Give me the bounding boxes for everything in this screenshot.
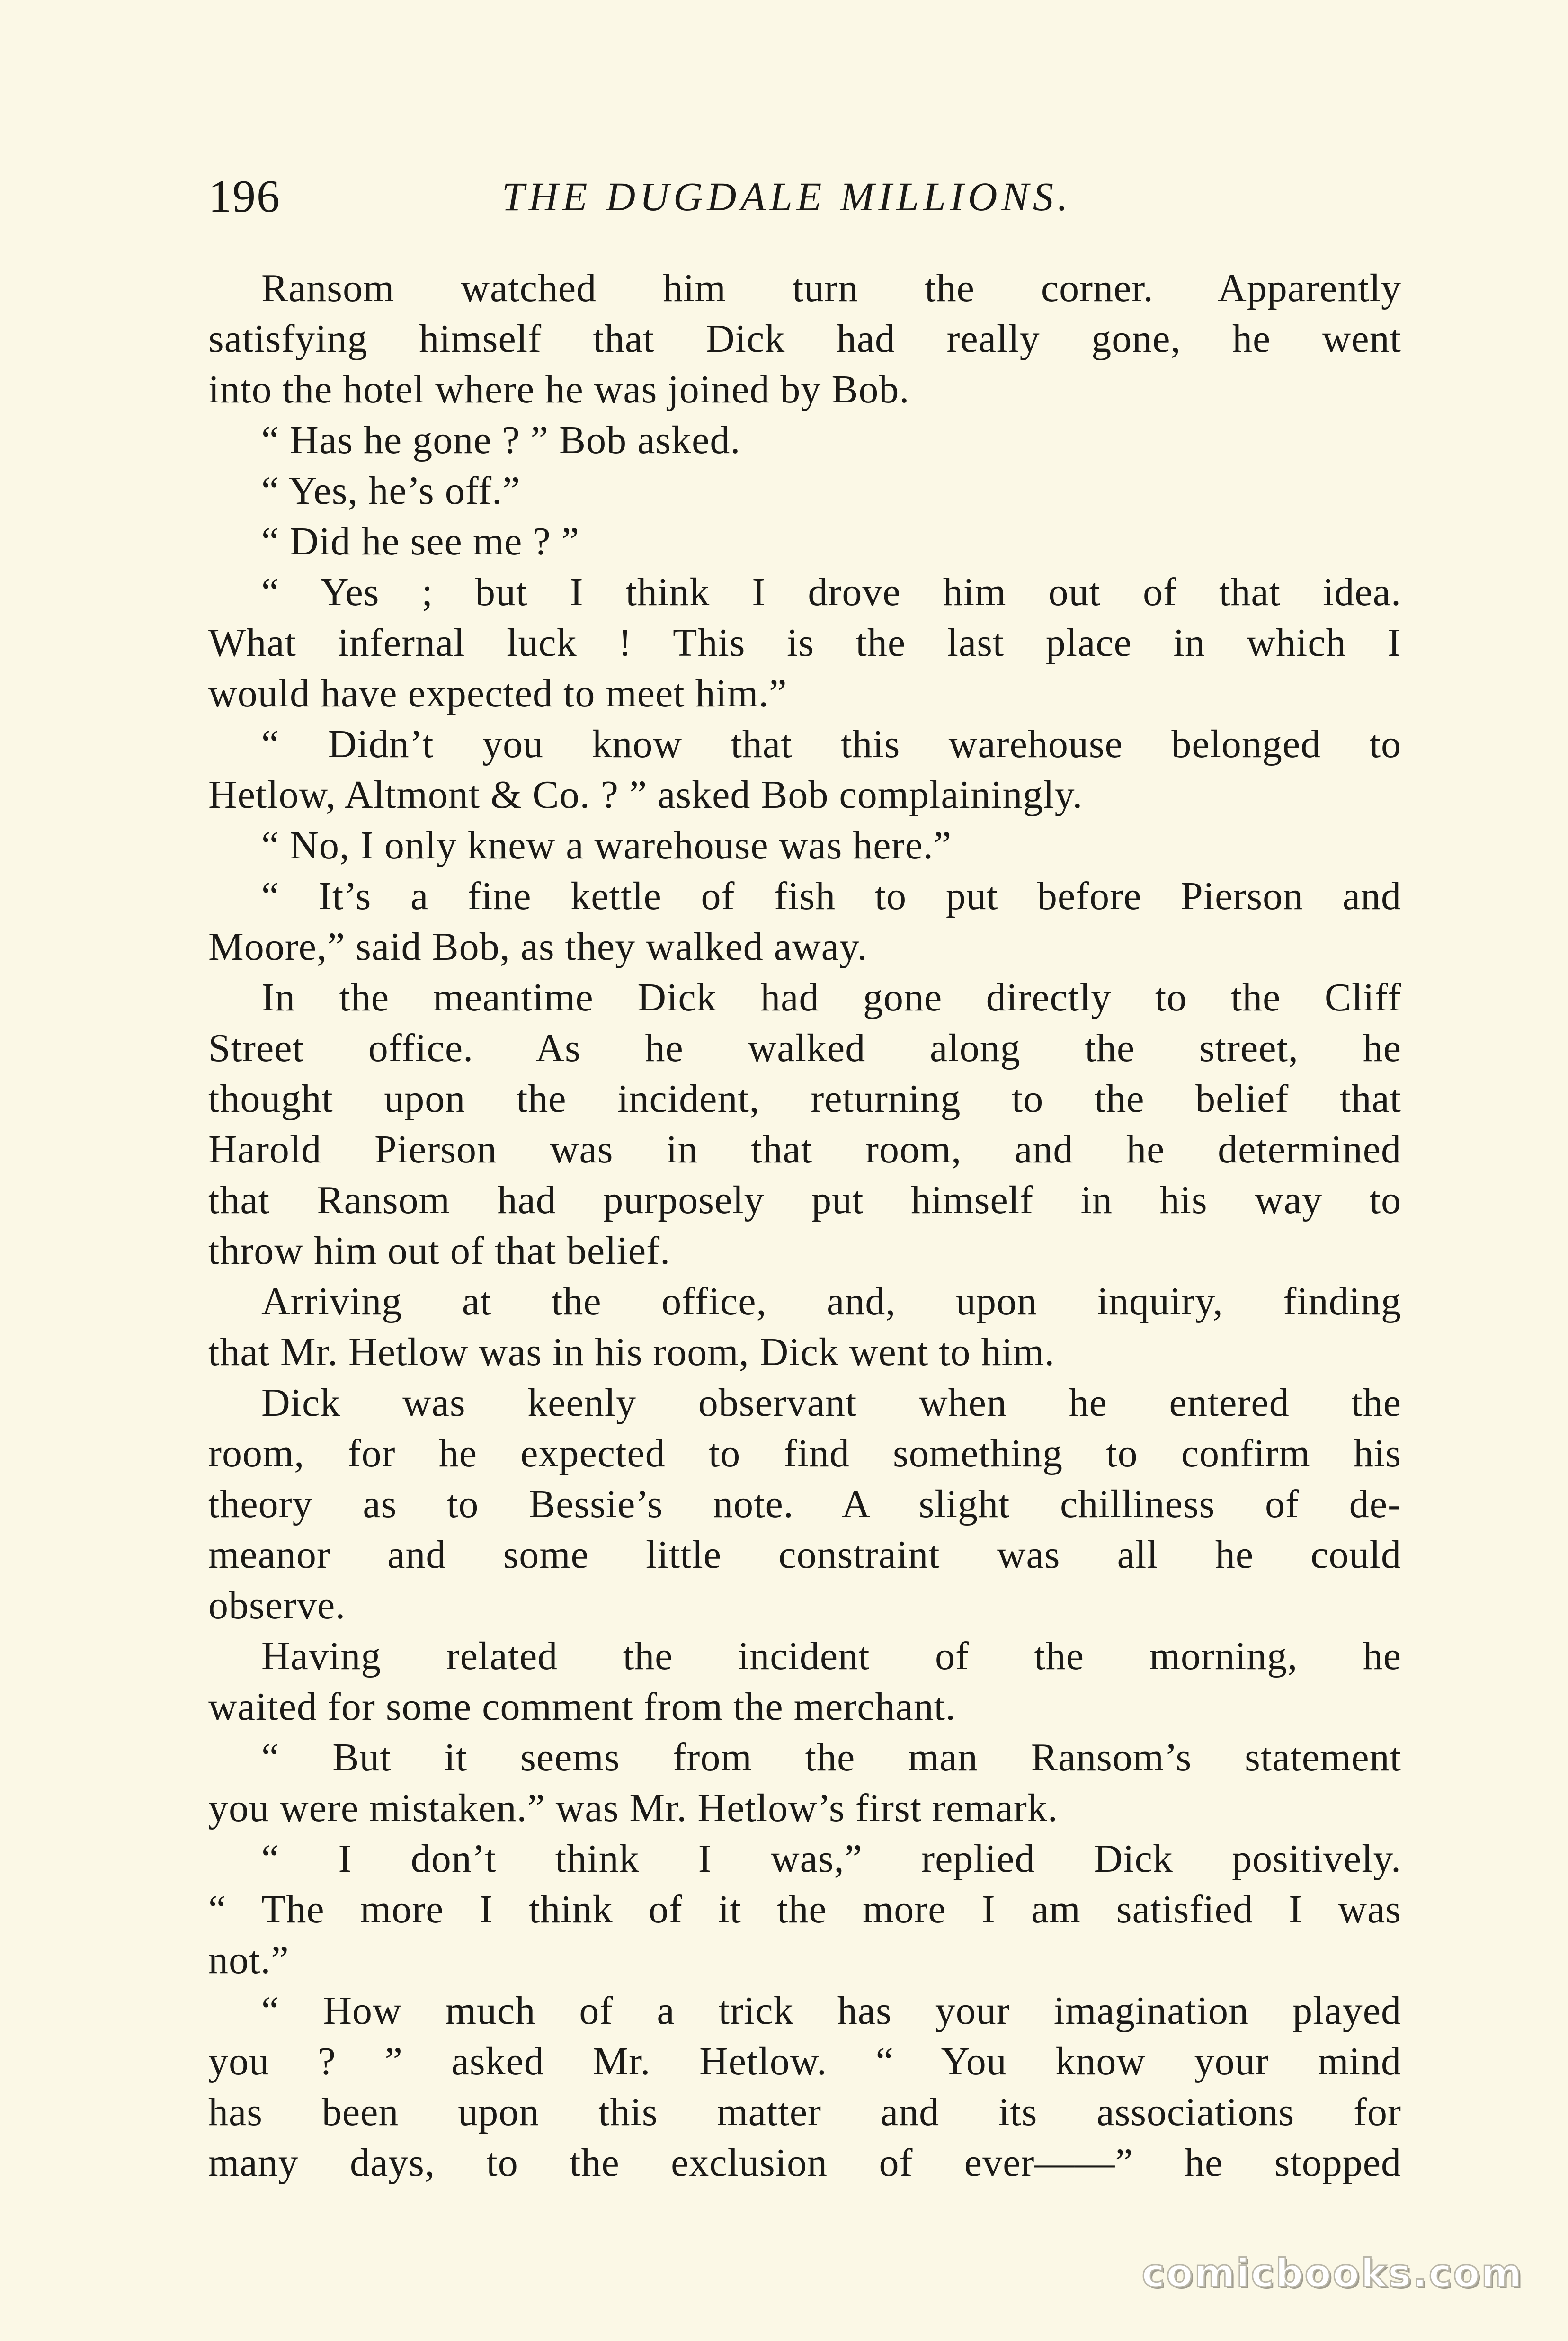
text-line: throw him out of that belief.	[208, 1229, 671, 1273]
text-line: you ? ” asked Mr. Hetlow. “ You know your mind	[208, 2039, 1401, 2083]
text-line: that Ransom had purposely put himself in his way to	[208, 1178, 1401, 1222]
text-line: thought upon the incident, returning to the belief that	[208, 1077, 1401, 1121]
text-line: Harold Pierson was in that room, and he determined	[208, 1127, 1401, 1171]
text-line: “ Has he gone ? ” Bob asked.	[261, 418, 741, 462]
page-header	[208, 166, 1401, 227]
text-line: theory as to Bessie’s note. A slight chilliness of de-	[208, 1482, 1401, 1526]
text-line: that Mr. Hetlow was in his room, Dick went to him.	[208, 1330, 1055, 1374]
text-line: Moore,” said Bob, as they walked away.	[208, 925, 868, 969]
text-line: satisfying himself that Dick had really gone, he went	[208, 317, 1401, 361]
text-line: “ No, I only knew a warehouse was here.”	[261, 823, 952, 867]
text-line: waited for some comment from the merchant.	[208, 1685, 956, 1729]
text-line: “ The more I think of it the more I am satisfied I was	[208, 1887, 1401, 1931]
text-line: In the meantime Dick had gone directly to the Cliff	[261, 975, 1401, 1019]
text-line: “ Didn’t you know that this warehouse belonged to	[261, 722, 1401, 766]
text-line: would have expected to meet him.”	[208, 671, 787, 715]
text-line: Ransom watched him turn the corner. Apparently	[261, 266, 1401, 310]
text-line: “ But it seems from the man Ransom’s statement	[261, 1735, 1401, 1779]
text-line: Hetlow, Altmont & Co. ? ” asked Bob complainingly.	[208, 773, 1083, 817]
text-line: meanor and some little constraint was all he could	[208, 1533, 1401, 1577]
running-title: THE DUGDALE MILLIONS.	[502, 174, 1072, 219]
text-line: What infernal luck ! This is the last place in which I	[208, 621, 1401, 665]
text-line: “ Yes ; but I think I drove him out of that idea.	[261, 570, 1401, 614]
text-line: into the hotel where he was joined by Bob.	[208, 367, 910, 411]
text-line: “ How much of a trick has your imagination played	[261, 1989, 1401, 2033]
text-line: you were mistaken.” was Mr. Hetlow’s first remark.	[208, 1786, 1058, 1830]
text-line: Dick was keenly observant when he entered the	[261, 1381, 1401, 1425]
text-line: Arriving at the office, and, upon inquiry, finding	[261, 1279, 1401, 1323]
text-line: many days, to the exclusion of ever——” he stopped	[208, 2141, 1401, 2185]
text-line: Having related the incident of the morning, he	[261, 1634, 1401, 1678]
body-text	[208, 263, 1401, 2188]
text-line: “ Yes, he’s off.”	[261, 469, 521, 513]
text-line: observe.	[208, 1583, 346, 1627]
text-line: “ I don’t think I was,” replied Dick positively.	[261, 1837, 1401, 1881]
text-line: “ It’s a fine kettle of fish to put before Pierson and	[261, 874, 1401, 918]
watermark: comicbooks.com	[1141, 2251, 1523, 2296]
page-number: 196	[208, 171, 281, 222]
text-line: room, for he expected to find something to confirm his	[208, 1431, 1401, 1475]
text-line: Street office. As he walked along the street, he	[208, 1026, 1401, 1070]
text-line: has been upon this matter and its associations for	[208, 2090, 1401, 2134]
text-line: not.”	[208, 1938, 289, 1982]
text-line: “ Did he see me ? ”	[261, 519, 580, 563]
